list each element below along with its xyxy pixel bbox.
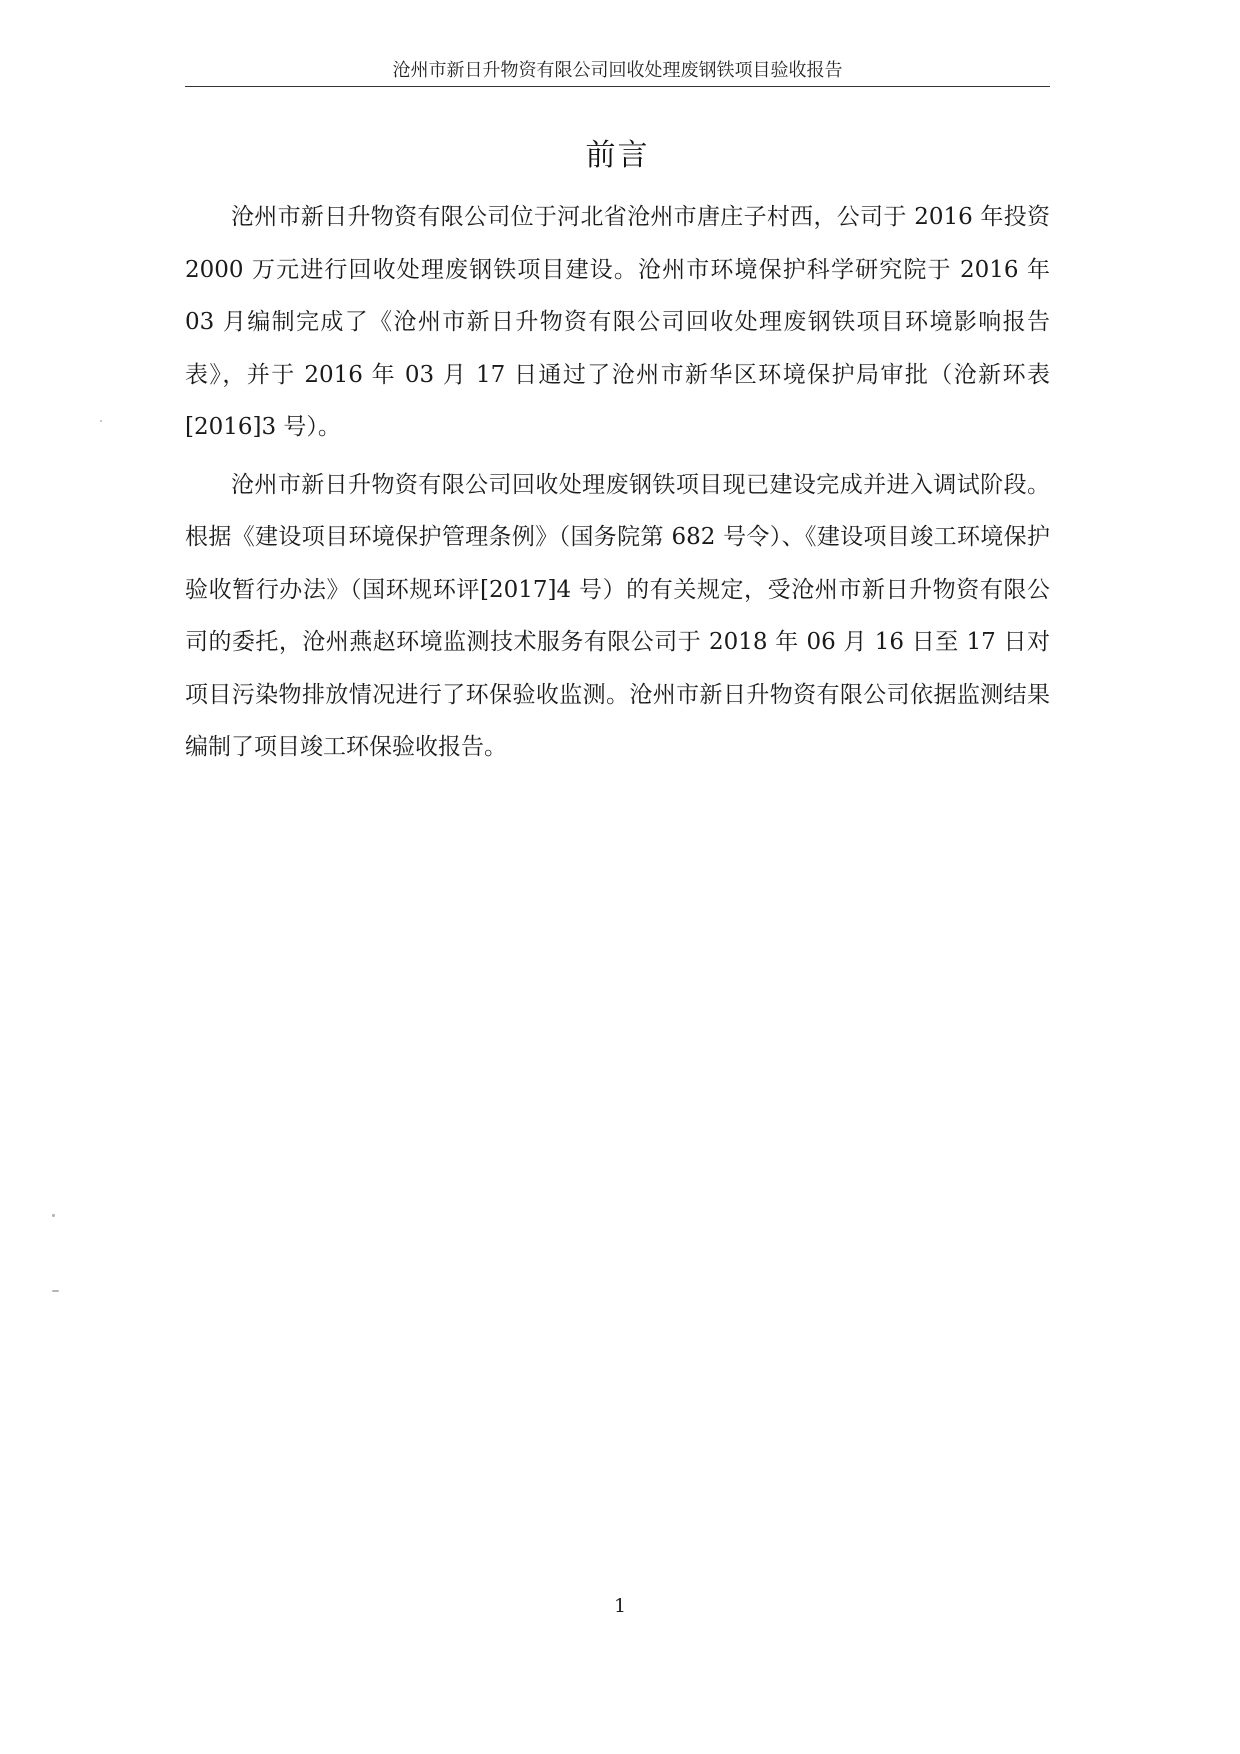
paragraph-1: 沧州市新日升物资有限公司位于河北省沧州市唐庄子村西，公司于 2016 年投资 2000 万元进行回收处理废钢铁项目建设。沧州市环境保护科学研究院于 2016 年 03 月编制完成了《沧州市新日升物资有限公司回收处理废钢铁项目环境影响报告表》，并于 2016 年 03 月 17 日通过了沧州市新华区环境保护局审批（沧新环表[2016]3 号）。: [185, 204, 1050, 440]
scan-speck: [52, 1290, 59, 1292]
scan-speck: [52, 1214, 55, 1217]
page-title: 前言: [585, 138, 650, 173]
paragraph-2: 沧州市新日升物资有限公司回收处理废钢铁项目现已建设完成并进入调试阶段。根据《建设项目环境保护管理条例》（国务院第 682 号令）、《建设项目竣工环境保护验收暂行办法》（国环规环评[2017]4 号）的有关规定，受沧州市新日升物资有限公司的委托，沧州燕赵环境监测技术服务有限公司于 2018 年 06 月 16 日至 17 日对项目污染物排放情况进行了环保验收监测。沧州市新日升物资有限公司依据监测结果编制了项目竣工环保验收报告。: [185, 471, 1050, 760]
header-divider: [185, 86, 1050, 87]
scan-speck: [100, 420, 102, 422]
body-text: [185, 191, 1050, 779]
running-header: 沧州市新日升物资有限公司回收处理废钢铁项目验收报告: [392, 60, 843, 81]
page-number: 1: [613, 1595, 627, 1617]
